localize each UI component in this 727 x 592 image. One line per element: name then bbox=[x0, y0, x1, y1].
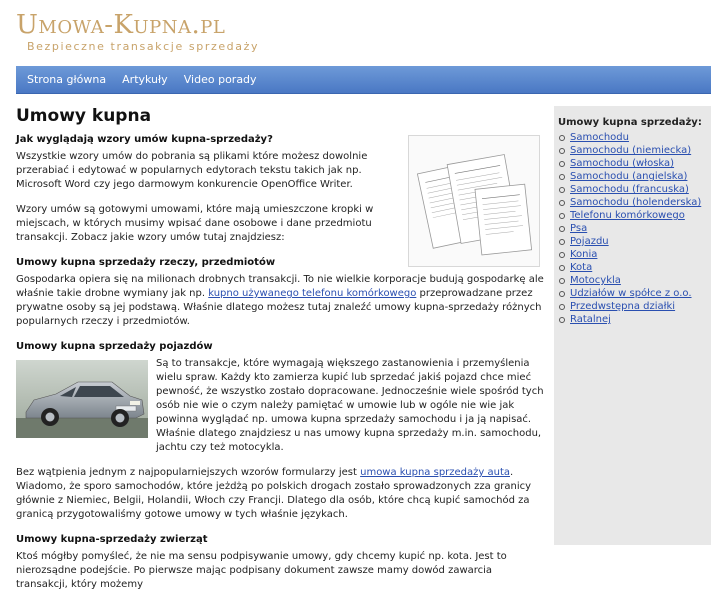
sidebar-item-samochodu-holenderska bbox=[558, 196, 711, 209]
vehicles-text-after: . Wiadomo, że sporo samochodów, które jeżdżą po polskich drogach zostało sprowadzonych zza granicy głównie z Niemiec, Belgii, Holandii, Włoch czy Francji. Dlatego dla osób, które chcą kupić samochód za granicą przygotowaliśmy gotowe umowy w tych właśnie językach. bbox=[16, 467, 532, 520]
sidebar-link[interactable]: Ratalnej bbox=[570, 314, 611, 325]
animals-paragraph: Ktoś mógłby pomyśleć, że nie ma sensu podpisywanie umowy, gdy chcemy kupić np. kota. Jest to nierozsądne podejście. Po pierwsze mając podpisany dokument zawsze mamy dowód zawarcia transakcji, który możemy bbox=[16, 551, 507, 590]
sidebar-link[interactable]: Konia bbox=[570, 249, 598, 260]
sidebar-link[interactable]: Samochodu (francuska) bbox=[570, 184, 689, 195]
templates-paragraph-1: Wszystkie wzory umów do pobrania są plikami które możesz dowolnie przerabiać i edytować w popularnych edytorach tekstu takich jak np. Microsoft Word czy jego darmowym konkurencie OpenOffice Writer. bbox=[16, 151, 368, 190]
sidebar-link[interactable]: Samochodu (angielska) bbox=[570, 171, 688, 182]
sidebar-link[interactable]: Samochodu (holenderska) bbox=[570, 197, 702, 208]
sidebar-item-motocykla bbox=[558, 274, 711, 287]
sidebar-link[interactable]: Samochodu (niemiecka) bbox=[570, 145, 692, 156]
vehicles-paragraph-2 bbox=[16, 466, 544, 522]
section-heading-vehicles: Umowy kupna sprzedaży pojazdów bbox=[16, 341, 213, 352]
sidebar-list bbox=[554, 131, 711, 326]
main-navigation bbox=[16, 66, 711, 94]
sidebar-link[interactable]: Motocykla bbox=[570, 275, 621, 286]
sidebar-item-samochodu-angielska bbox=[558, 170, 711, 183]
sidebar-link[interactable]: Samochodu (włoska) bbox=[570, 158, 675, 169]
section-heading-items: Umowy kupna sprzedaży rzeczy, przedmiotów bbox=[16, 257, 276, 268]
sidebar-link[interactable]: Telefonu komórkowego bbox=[570, 210, 685, 221]
phone-contract-link[interactable]: kupno używanego telefonu komórkowego bbox=[208, 288, 417, 299]
items-paragraph bbox=[16, 273, 544, 329]
sidebar-link[interactable]: Udziałów w spółce z o.o. bbox=[570, 288, 692, 299]
nav-item-articles[interactable]: Artykuły bbox=[122, 73, 168, 86]
sidebar-item-kota bbox=[558, 261, 711, 274]
sidebar-item-samochodu-francuska bbox=[558, 183, 711, 196]
sidebar-item-samochodu-niemiecka bbox=[558, 144, 711, 157]
sidebar-item-udzialow bbox=[558, 287, 711, 300]
section-heading-animals: Umowy kupna-sprzedaży zwierząt bbox=[16, 534, 208, 545]
sidebar-title: Umowy kupna sprzedaży: bbox=[558, 117, 702, 128]
documents-image bbox=[408, 135, 540, 267]
items-text-before: Gospodarka opiera się na milionach drobnych transakcji. To nie wielkie korporacje budują gospodarkę ale właśnie takie drobne wymiany jak np. bbox=[16, 274, 544, 299]
sidebar-item-samochodu bbox=[558, 131, 711, 144]
nav-item-video[interactable]: Video porady bbox=[183, 73, 257, 86]
items-text-after: przeprowadzane przez prywatne osoby są jej podstawą. Właśnie dlatego możesz tutaj znaleźć umowy kupna-sprzedaży różnych popularnych rzeczy i przedmiotów. bbox=[16, 288, 542, 327]
site-header bbox=[0, 0, 727, 86]
sidebar-item-pojazdu bbox=[558, 235, 711, 248]
sidebar-item-samochodu-wloska bbox=[558, 157, 711, 170]
sidebar-link[interactable]: Kota bbox=[570, 262, 593, 273]
templates-paragraph-2: Wzory umów są gotowymi umowami, które mają umieszczone kropki w miejscach, w których musimy wpisać dane osobowe i dane przedmiotu transakcji. Zobacz jakie wzory umów tutaj znajdziesz: bbox=[16, 204, 374, 243]
section-heading-templates: Jak wyglądają wzory umów kupna-sprzedaży? bbox=[16, 134, 273, 145]
vehicles-paragraph-1: Są to transakcje, które wymagają większego zastanowienia i przemyślenia wielu spraw. Każdy kto zamierza kupić lub sprzedać jakiś pojazd chce mieć pewność, że wszystko zostało dopracowane. Jednocześnie wiele spośród tych osób nie wie o czym należy pamiętać w umowie lub w ogóle nie wie jak powinna wyglądać np. umowa kupna sprzedaży samochodu i ja ją napisać. Właśnie dlatego znajdziesz u nas umowy kupna sprzedaży m.in. samochodu, jachtu czy też motocykla. bbox=[156, 358, 544, 453]
sidebar-item-telefonu bbox=[558, 209, 711, 222]
site-tagline: Bezpieczne transakcje sprzedaży bbox=[27, 40, 260, 53]
sidebar-link[interactable]: Samochodu bbox=[570, 132, 629, 143]
sidebar-link[interactable]: Przedwstępna działki bbox=[570, 301, 676, 312]
vehicles-text-before: Bez wątpienia jednym z najpopularniejszych wzorów formularzy jest bbox=[16, 467, 361, 478]
sidebar-item-psa bbox=[558, 222, 711, 235]
nav-item-home[interactable]: Strona główna bbox=[27, 73, 107, 86]
page-title: Umowy kupna bbox=[16, 106, 152, 126]
sidebar-link[interactable]: Psa bbox=[570, 223, 588, 234]
sidebar-item-przedwstepna bbox=[558, 300, 711, 313]
car-image bbox=[16, 360, 148, 438]
car-contract-link[interactable]: umowa kupna sprzedaży auta bbox=[360, 467, 511, 478]
sidebar bbox=[554, 106, 711, 545]
sidebar-item-konia bbox=[558, 248, 711, 261]
site-logo[interactable]: Umowa-Kupna.pl bbox=[16, 10, 226, 40]
main-content bbox=[16, 106, 544, 590]
sidebar-link[interactable]: Pojazdu bbox=[570, 236, 609, 247]
sidebar-item-ratalnej bbox=[558, 313, 711, 326]
